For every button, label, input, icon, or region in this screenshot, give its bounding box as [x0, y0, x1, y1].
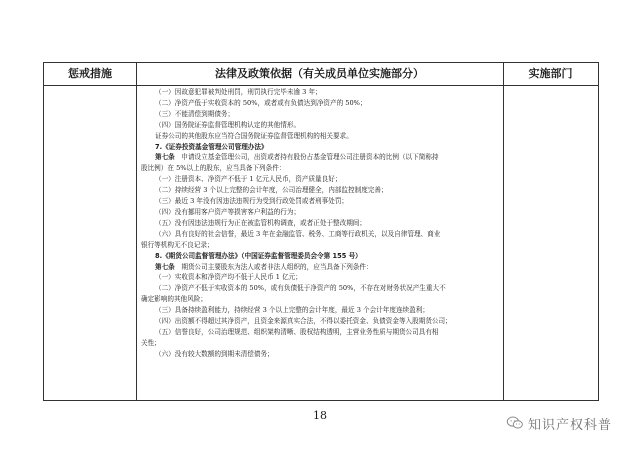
- text-line: （五）没有因违法违规行为正在被监管机构调查，或者正处于整改期间；: [155, 218, 366, 227]
- wechat-icon: [506, 416, 524, 430]
- text-line: （二）净资产不低于实收资本的 50%，或有负债低于净资产的 50%，不存在对财务状况产生重大不: [155, 284, 446, 293]
- text-line: （四）没有挪用客户资产等损害客户利益的行为；: [155, 207, 301, 216]
- page-number: 18: [313, 409, 327, 422]
- column-divider: [503, 63, 504, 400]
- header-department: 实施部门: [528, 67, 573, 80]
- policy-table: [43, 62, 599, 401]
- text-line: [141, 262, 499, 273]
- text-line: 银行等机构无不良记录；: [141, 240, 214, 249]
- regulation-heading: 7.《证券投资基金管理公司管理办法》: [155, 142, 268, 151]
- header-legal-basis: 法律及政策依据（有关成员单位实施部分）: [215, 67, 424, 80]
- header-measures: 惩戒措施: [68, 67, 112, 80]
- text-line: （六）没有较大数额的到期未清偿债务；: [155, 349, 274, 358]
- text-line: （六）具有良好的社会信誉，最近 3 年在金融监管、税务、工商等行政机关，以及自律管理、商业: [155, 229, 441, 238]
- text-line: 确定影响的其他风险；: [141, 295, 207, 304]
- text-line: （三）不能清偿到期债务；: [155, 109, 235, 118]
- text-line: （五）信誉良好，公司治理规范、组织架构清晰、股权结构透明，主营业务性质与期货公司具有相: [155, 327, 439, 336]
- watermark-text: 知识产权科普: [528, 417, 613, 433]
- text-line: 证券公司的其他股东应当符合国务院证券监督管理机构的相关要求。: [155, 131, 353, 140]
- text-line: （三）最近 3 年没有因违法违规行为受到行政处罚或者刑事处罚；: [155, 197, 349, 206]
- article-text: 申请设立基金管理公司，出资或者持有股份占基金管理公司注册资本的比例（以下简称持: [174, 153, 439, 162]
- text-line: （三）具备持续盈利能力，持续经营 3 个以上完整的会计年度，最近 3 个会计年度连续盈利；: [155, 306, 429, 315]
- watermark: [506, 412, 612, 434]
- text-line: （四）国务院证券监督管理机构认定的其他情形。: [155, 120, 301, 129]
- text-line: 关性；: [141, 338, 161, 347]
- text-line: 股比例）在 5%以上的股东，应当具备下列条件：: [141, 164, 286, 173]
- article-number: 第七条: [155, 262, 175, 271]
- article-number: 第七条: [155, 153, 175, 162]
- text-line: （四）出资额不得超过其净资产，且资金来源真实合法，不得以委托资金、负债资金等入股期货公司；: [155, 317, 452, 326]
- article-text: 期货公司主要股东为法人或者非法人组织的，应当具备下列条件：: [174, 262, 373, 271]
- header-divider: [44, 85, 598, 86]
- column-divider: [136, 63, 137, 400]
- regulation-heading: 8.《期货公司监督管理办法》（中国证券监督管理委员会令第 155 号）: [155, 251, 362, 260]
- text-line: （二）净资产低于实收资本的 50%，或者或有负债达到净资产的 50%；: [155, 98, 367, 107]
- legal-basis-text: [141, 87, 499, 360]
- text-line: （一）注册资本、净资产不低于 1 亿元人民币，资产质量良好；: [155, 175, 342, 184]
- text-line: （一）实收资本和净资产均不低于人民币 1 亿元；: [155, 273, 302, 282]
- text-line: （一）因故意犯罪被判处刑罚，刑罚执行完毕未逾 3 年；: [155, 88, 322, 96]
- text-line: [141, 152, 499, 163]
- text-line: （二）持续经营 3 个以上完整的会计年度，公司治理健全，内部监控制度完善；: [155, 186, 388, 195]
